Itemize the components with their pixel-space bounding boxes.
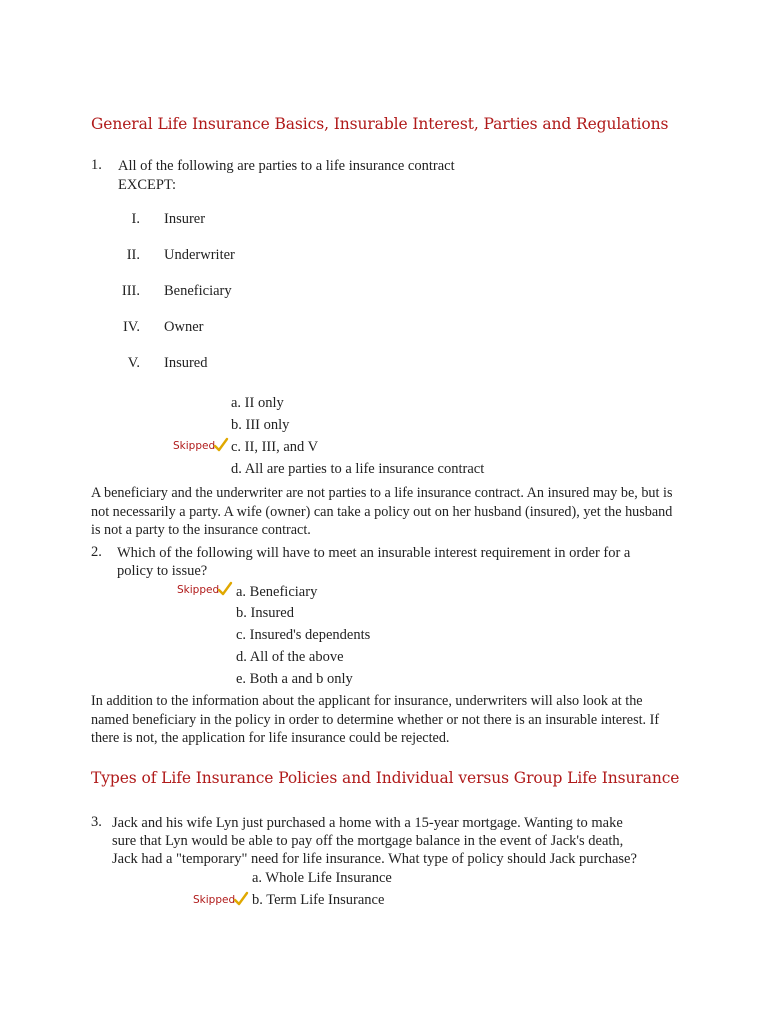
answer-option[interactable]: e. Both a and b only <box>236 671 353 687</box>
checkmark-icon <box>233 891 249 907</box>
skipped-label: Skipped <box>177 584 220 596</box>
answer-option[interactable]: b. III only <box>231 417 290 433</box>
roman-item-label: Owner <box>164 319 204 335</box>
answer-explanation: A beneficiary and the underwriter are not parties to a life insurance contract. An insured may be, but is not necessarily a party. A wife (owner) can take a policy out on her husband (insured), yet the husband is not a party to the insurance contract. <box>91 485 673 538</box>
question-number: 2. <box>91 544 102 560</box>
roman-numeral: I. <box>131 211 140 227</box>
question-text: EXCEPT: <box>118 177 177 193</box>
question-text: policy to issue? <box>117 563 208 579</box>
question-number: 1. <box>91 157 102 173</box>
answer-option-correct[interactable]: a. Beneficiary <box>236 584 318 600</box>
answer-explanation: In addition to the information about the applicant for insurance, underwriters will also look at the named beneficiary in the policy in order to determine whether or not there is an insurable interest. If there is not, the application for life insurance could be rejected. <box>91 693 660 746</box>
roman-item-label: Insurer <box>164 211 206 227</box>
roman-item-label: Underwriter <box>164 247 235 263</box>
roman-numeral: V. <box>127 355 140 371</box>
section-heading-general: General Life Insurance Basics, Insurable Interest, Parties and Regulations <box>91 115 669 133</box>
question-text: All of the following are parties to a life insurance contract <box>118 158 455 174</box>
checkmark-icon <box>213 437 229 453</box>
roman-item-label: Beneficiary <box>164 283 232 299</box>
roman-numeral: II. <box>126 247 140 263</box>
answer-option-correct[interactable]: c. II, III, and V <box>231 439 319 455</box>
roman-numeral: III. <box>121 283 140 299</box>
answer-option[interactable]: a. Whole Life Insurance <box>252 870 392 886</box>
question-text: Which of the following will have to meet an insurable interest requirement in order for a <box>117 545 631 561</box>
question-text: Jack and his wife Lyn just purchased a home with a 15-year mortgage. Wanting to make <box>112 815 623 831</box>
question-text: Jack had a "temporary" need for life insurance. What type of policy should Jack purchase? <box>112 851 637 867</box>
roman-numeral: IV. <box>122 319 140 335</box>
section-heading-types: Types of Life Insurance Policies and Individual versus Group Life Insurance <box>91 769 680 787</box>
roman-item-label: Insured <box>164 355 208 371</box>
question-text: sure that Lyn would be able to pay off the mortgage balance in the event of Jack's death, <box>112 833 624 849</box>
question-number: 3. <box>91 814 102 830</box>
answer-option[interactable]: b. Insured <box>236 605 294 621</box>
answer-option[interactable]: d. All are parties to a life insurance contract <box>231 461 485 477</box>
skipped-label: Skipped <box>193 894 236 906</box>
skipped-label: Skipped <box>173 440 216 452</box>
answer-option[interactable]: c. Insured's dependents <box>236 627 371 643</box>
answer-option-correct[interactable]: b. Term Life Insurance <box>252 892 385 908</box>
answer-option[interactable]: a. II only <box>231 395 284 411</box>
answer-option[interactable]: d. All of the above <box>236 649 344 665</box>
checkmark-icon <box>217 581 233 597</box>
